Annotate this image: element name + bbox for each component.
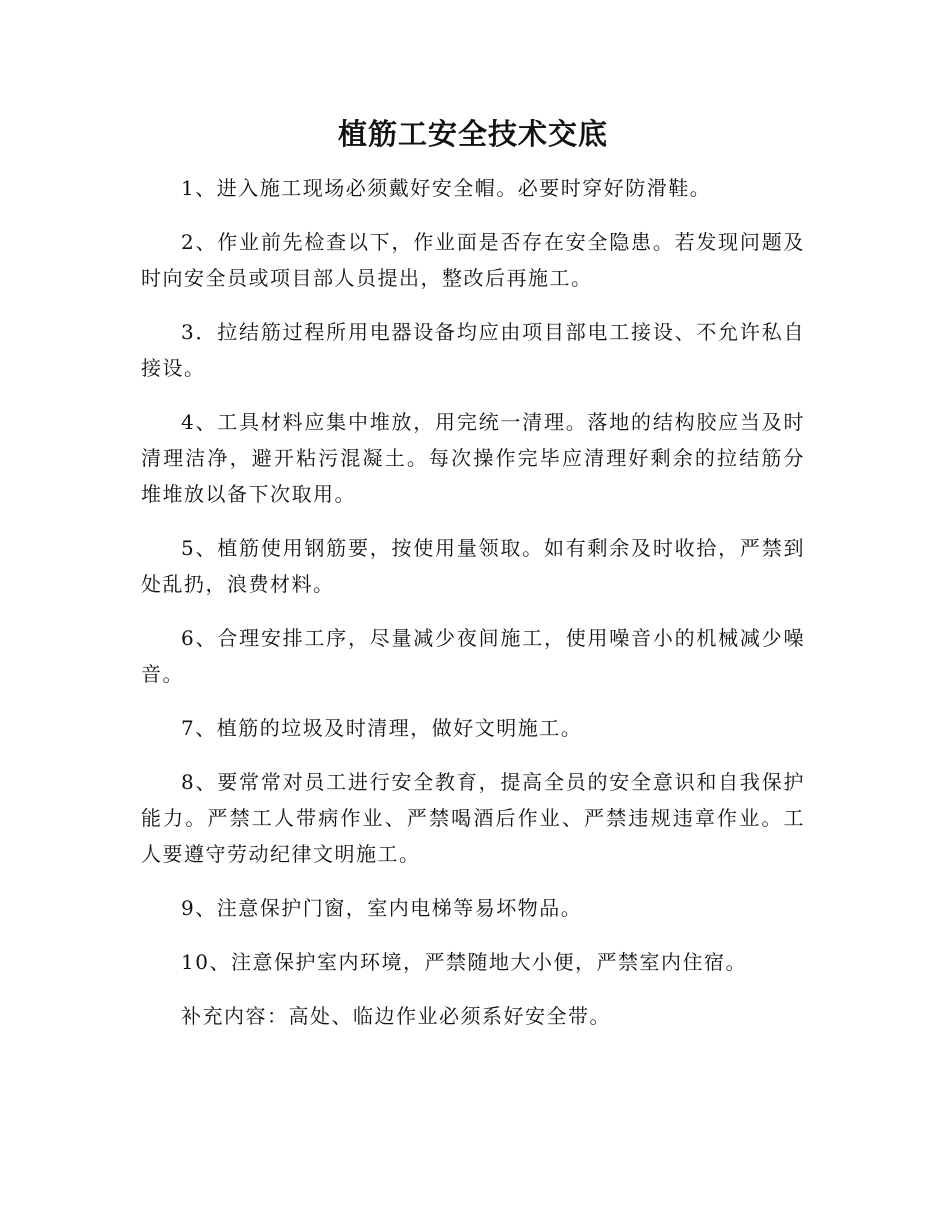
paragraph-item-5: 5、植筋使用钢筋要，按使用量领取。如有剩余及时收拾，严禁到处乱扔，浪费材料。 — [141, 536, 805, 596]
paragraph-item-8: 8、要常常对员工进行安全教育，提高全员的安全意识和自我保护能力。严禁工人带病作业、严禁喝酒后作业、严禁违规违章作业。工人要遵守劳动纪律文明施工。 — [141, 770, 805, 866]
paragraph-item-4: 4、工具材料应集中堆放，用完统一清理。落地的结构胶应当及时清理洁净，避开粘污混凝土。每次操作完毕应清理好剩余的拉结筋分堆堆放以备下次取用。 — [141, 410, 805, 506]
paragraph-item-6: 6、合理安排工序，尽量减少夜间施工，使用噪音小的机械减少噪音。 — [141, 626, 805, 686]
supplementary-note: 补充内容：高处、临边作业必须系好安全带。 — [181, 1004, 611, 1028]
paragraph-item-3: 3．拉结筋过程所用电器设备均应由项目部电工接设、不允许私自接设。 — [141, 320, 805, 380]
paragraph-item-10: 10、注意保护室内环境，严禁随地大小便，严禁室内住宿。 — [181, 950, 747, 974]
document-title: 植筋工安全技术交底 — [337, 117, 608, 151]
paragraph-item-7: 7、植筋的垃圾及时清理，做好文明施工。 — [181, 716, 583, 740]
paragraph-item-1: 1、进入施工现场必须戴好安全帽。必要时穿好防滑鞋。 — [181, 176, 712, 200]
document-body — [141, 112, 805, 1052]
paragraph-item-2: 2、作业前先检查以下，作业面是否存在安全隐患。若发现问题及时向安全员或项目部人员提出，整改后再施工。 — [141, 230, 805, 290]
paragraph-item-9: 9、注意保护门窗，室内电梯等易坏物品。 — [181, 896, 583, 920]
